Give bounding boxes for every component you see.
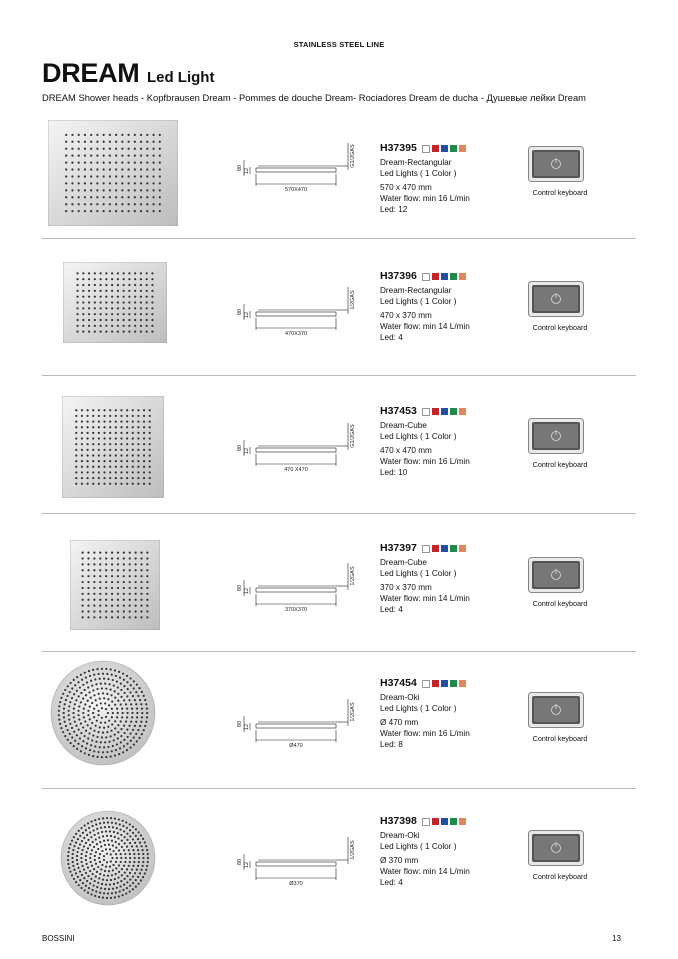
color-swatch (432, 273, 439, 280)
product-lights: Led Lights ( 1 Color ) (380, 569, 457, 578)
product-code: H37398 (380, 815, 417, 827)
product-lights: Led Lights ( 1 Color ) (380, 297, 457, 306)
dimension-width-label: 570X470 (284, 187, 308, 193)
color-swatch (422, 545, 430, 553)
product-code: H37453 (380, 405, 417, 417)
product-lights: Led Lights ( 1 Color ) (380, 169, 457, 178)
technical-drawing (186, 832, 366, 902)
product-code-line (380, 406, 510, 418)
color-swatch (441, 408, 448, 415)
control-keyboard (528, 146, 584, 182)
product-name: Dream-Oki (380, 830, 420, 840)
product-info (380, 271, 510, 344)
gas-connection-label: 1/2GAS (350, 566, 356, 586)
product-size: 570 x 470 mm (380, 182, 432, 192)
gas-connection-label: G1/2GAS (350, 144, 356, 168)
control-keyboard-label: Control keyboard (532, 323, 588, 332)
product-size: 370 x 370 mm (380, 582, 432, 592)
product-code: H37454 (380, 677, 417, 689)
gas-connection-label: 1/2GAS (350, 702, 356, 722)
control-keyboard (528, 557, 584, 593)
dimension-thickness-label: 12 (244, 861, 250, 869)
product-code: H37397 (380, 542, 417, 554)
color-swatch (450, 680, 457, 687)
product-photo (60, 810, 156, 906)
color-swatch (432, 818, 439, 825)
control-keyboard (528, 418, 584, 454)
dimension-width-label: Ø370 (289, 881, 303, 887)
product-info (380, 406, 510, 479)
product-water-flow: Water flow: min 16 L/min (380, 728, 470, 738)
product-name: Dream-Rectangular (380, 157, 452, 167)
product-code-line (380, 543, 510, 555)
page-subtitle: DREAM Shower heads - Kopfbrausen Dream - Pommes de douche Dream- Rociadores Dream de ducha - Душевые лейки Dream (42, 92, 586, 103)
technical-drawing (186, 418, 366, 488)
product-drawing (186, 138, 366, 208)
dimension-height-label: 80 (237, 858, 243, 866)
technical-drawing (186, 694, 366, 764)
row-divider (42, 651, 636, 652)
dimension-width-label: Ø470 (289, 743, 303, 749)
technical-drawing (186, 138, 366, 208)
shower-head-photo (50, 660, 156, 766)
product-lights: Led Lights ( 1 Color ) (380, 432, 457, 441)
row-divider (42, 238, 636, 239)
color-swatch (422, 145, 430, 153)
color-swatch (432, 408, 439, 415)
control-keyboard-label: Control keyboard (532, 872, 588, 881)
product-code-line (380, 816, 510, 828)
product-drawing (186, 694, 366, 764)
control-keyboard-image (528, 830, 584, 866)
dimension-thickness-label: 12 (244, 167, 250, 175)
product-led-count: Led: 12 (380, 205, 408, 214)
dimension-height-label: 80 (237, 444, 243, 452)
product-water-flow: Water flow: min 16 L/min (380, 193, 470, 203)
dimension-width-label: 470X370 (284, 331, 308, 337)
dimension-thickness-label: 12 (244, 723, 250, 731)
control-keyboard-label: Control keyboard (532, 599, 588, 608)
control-keyboard-label: Control keyboard (532, 460, 588, 469)
product-photo (62, 396, 164, 498)
page-number: 13 (612, 934, 621, 943)
control-keyboard-image (528, 692, 584, 728)
color-swatch (450, 818, 457, 825)
gas-connection-label: 1/2GAS (350, 840, 356, 860)
title-sub: Led Light (146, 69, 215, 86)
product-photo (48, 120, 178, 226)
shower-head-photo (62, 396, 164, 498)
page-title (42, 58, 214, 89)
product-drawing (186, 558, 366, 628)
control-keyboard-label: Control keyboard (532, 188, 588, 197)
product-name: Dream-Cube (380, 420, 427, 430)
control-keyboard-label: Control keyboard (532, 734, 588, 743)
control-keyboard (528, 281, 584, 317)
color-swatch (432, 145, 439, 152)
product-size: 470 x 370 mm (380, 310, 432, 320)
product-lights: Led Lights ( 1 Color ) (380, 704, 457, 713)
product-info (380, 678, 510, 751)
color-swatch (459, 408, 466, 415)
color-swatch (422, 273, 430, 281)
control-keyboard-image (528, 557, 584, 593)
product-water-flow: Water flow: min 16 L/min (380, 456, 470, 466)
color-swatch (441, 145, 448, 152)
dimension-height-label: 80 (237, 720, 243, 728)
control-keyboard-image (528, 146, 584, 182)
dimension-width-label: 470 X470 (284, 467, 308, 473)
color-swatch (459, 545, 466, 552)
color-swatch (441, 545, 448, 552)
product-drawing (186, 282, 366, 352)
shower-head-photo (60, 810, 156, 906)
product-water-flow: Water flow: min 14 L/min (380, 866, 470, 876)
color-swatch (422, 680, 430, 688)
product-led-count: Led: 4 (380, 605, 403, 614)
product-led-count: Led: 10 (380, 468, 408, 477)
product-led-count: Led: 4 (380, 878, 403, 887)
color-swatch (432, 545, 439, 552)
product-name: Dream-Rectangular (380, 285, 452, 295)
dimension-width-label: 370X370 (284, 607, 308, 613)
product-name: Dream-Oki (380, 692, 420, 702)
color-swatch (450, 273, 457, 280)
product-lights: Led Lights ( 1 Color ) (380, 842, 457, 851)
color-swatch (441, 273, 448, 280)
shower-head-photo (70, 540, 160, 630)
product-photo (50, 660, 156, 766)
dimension-height-label: 80 (237, 308, 243, 316)
dimension-height-label: 80 (237, 164, 243, 172)
product-water-flow: Water flow: min 14 L/min (380, 593, 470, 603)
gas-connection-label: 1/2GAS (350, 290, 356, 310)
control-keyboard (528, 830, 584, 866)
gas-connection-label: G1/2GAS (350, 424, 356, 448)
dimension-height-label: 80 (237, 584, 243, 592)
product-water-flow: Water flow: min 14 L/min (380, 321, 470, 331)
product-code-line (380, 143, 510, 155)
color-swatch (422, 818, 430, 826)
product-code: H37396 (380, 270, 417, 282)
product-size: 470 x 470 mm (380, 445, 432, 455)
color-swatch (450, 408, 457, 415)
product-info (380, 543, 510, 616)
color-swatch (432, 680, 439, 687)
technical-drawing (186, 282, 366, 352)
product-photo (70, 540, 160, 630)
color-swatch (459, 680, 466, 687)
color-swatch (422, 408, 430, 416)
product-led-count: Led: 8 (380, 740, 403, 749)
shower-head-photo (63, 262, 167, 343)
product-size: Ø 370 mm (380, 855, 419, 865)
product-code: H37395 (380, 142, 417, 154)
product-line-label: STAINLESS STEEL LINE (293, 40, 385, 49)
product-led-count: Led: 4 (380, 333, 403, 342)
color-swatch (459, 145, 466, 152)
row-divider (42, 513, 636, 514)
product-photo (63, 262, 167, 343)
dimension-thickness-label: 12 (244, 447, 250, 455)
technical-drawing (186, 558, 366, 628)
color-swatch (441, 680, 448, 687)
footer-brand: BOSSINI (42, 934, 75, 943)
color-swatch (450, 145, 457, 152)
color-swatch (459, 818, 466, 825)
product-code-line (380, 271, 510, 283)
dimension-thickness-label: 12 (244, 311, 250, 319)
product-code-line (380, 678, 510, 690)
product-drawing (186, 418, 366, 488)
color-swatch (459, 273, 466, 280)
control-keyboard-image (528, 418, 584, 454)
control-keyboard (528, 692, 584, 728)
product-info (380, 143, 510, 216)
title-main: DREAM (42, 58, 140, 88)
product-size: Ø 470 mm (380, 717, 419, 727)
shower-head-photo (48, 120, 178, 226)
dimension-thickness-label: 12 (244, 587, 250, 595)
product-drawing (186, 832, 366, 902)
color-swatch (450, 545, 457, 552)
product-info (380, 816, 510, 889)
product-name: Dream-Cube (380, 557, 427, 567)
row-divider (42, 788, 636, 789)
row-divider (42, 375, 636, 376)
control-keyboard-image (528, 281, 584, 317)
color-swatch (441, 818, 448, 825)
